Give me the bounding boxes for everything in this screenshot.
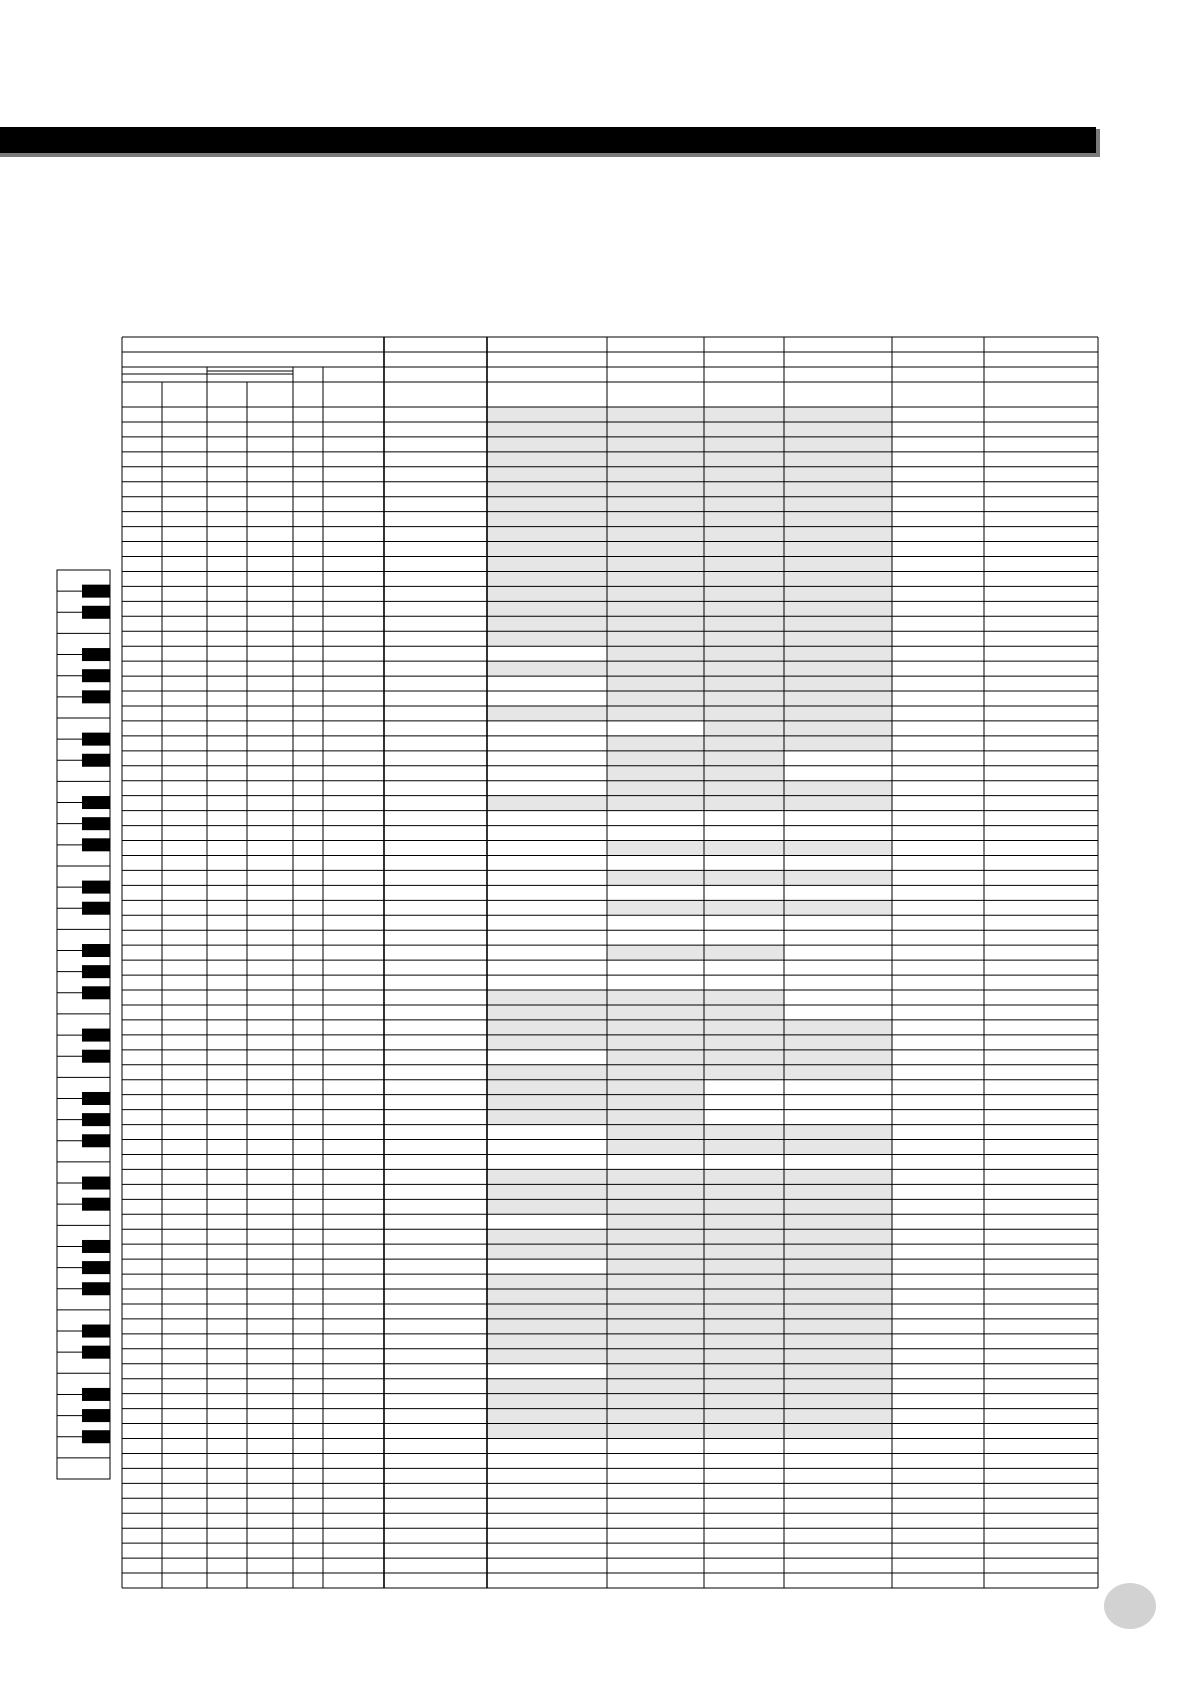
- shaded-cell: [607, 452, 704, 467]
- shaded-cell: [487, 616, 607, 631]
- black-key: [82, 796, 110, 809]
- shaded-cell: [704, 1409, 784, 1424]
- shaded-cell: [784, 1424, 892, 1439]
- shaded-cell: [704, 1379, 784, 1394]
- shaded-cell: [487, 1289, 607, 1304]
- black-key: [82, 606, 110, 619]
- shaded-cell: [784, 646, 892, 661]
- shaded-cell: [704, 616, 784, 631]
- shaded-cell: [607, 870, 704, 885]
- shaded-cell: [607, 1364, 704, 1379]
- shaded-cell: [487, 1334, 607, 1349]
- shaded-cell: [607, 1379, 704, 1394]
- shaded-cell: [607, 1065, 704, 1080]
- shaded-cell: [487, 1424, 607, 1439]
- shaded-cell: [704, 1050, 784, 1065]
- shaded-cell: [784, 1379, 892, 1394]
- shaded-cell: [487, 1409, 607, 1424]
- black-key: [82, 986, 110, 999]
- shaded-cell: [704, 527, 784, 542]
- shaded-cell: [784, 1020, 892, 1035]
- shaded-cell: [784, 706, 892, 721]
- shaded-cell: [704, 1274, 784, 1289]
- shaded-cell: [784, 1035, 892, 1050]
- shaded-cell: [784, 512, 892, 527]
- shaded-cell: [704, 1334, 784, 1349]
- shaded-cell: [784, 1125, 892, 1140]
- shaded-cell: [784, 1289, 892, 1304]
- black-key: [82, 585, 110, 598]
- shaded-cell: [784, 1169, 892, 1184]
- shaded-cell: [607, 556, 704, 571]
- shaded-cell: [607, 437, 704, 452]
- black-key: [82, 733, 110, 746]
- shaded-cell: [784, 691, 892, 706]
- black-key: [82, 881, 110, 894]
- shaded-cell: [704, 437, 784, 452]
- shaded-cell: [704, 1065, 784, 1080]
- shaded-cell: [607, 631, 704, 646]
- shaded-cell: [704, 1244, 784, 1259]
- shaded-cell: [784, 1409, 892, 1424]
- shaded-cell: [607, 646, 704, 661]
- shaded-cell: [784, 781, 892, 796]
- shaded-cell: [704, 1035, 784, 1050]
- shaded-cell: [704, 556, 784, 571]
- shaded-cell: [704, 766, 784, 781]
- shaded-cell: [607, 1095, 704, 1110]
- shaded-cell: [607, 482, 704, 497]
- shaded-cell: [607, 1319, 704, 1334]
- shaded-cell: [487, 527, 607, 542]
- shaded-cell: [704, 1184, 784, 1199]
- page-number-badge: [1104, 1583, 1156, 1629]
- shaded-cell: [487, 796, 607, 811]
- shaded-cell: [607, 527, 704, 542]
- shaded-cell: [784, 542, 892, 557]
- shaded-cell: [784, 556, 892, 571]
- shaded-cell: [784, 1199, 892, 1214]
- shaded-cell: [784, 1304, 892, 1319]
- shaded-cell: [607, 422, 704, 437]
- shaded-cell: [784, 1274, 892, 1289]
- shaded-cell: [784, 1334, 892, 1349]
- shaded-cell: [784, 482, 892, 497]
- shaded-cell: [704, 1304, 784, 1319]
- shaded-cell: [607, 1199, 704, 1214]
- shaded-cell: [487, 452, 607, 467]
- shaded-cell: [704, 1229, 784, 1244]
- black-key: [82, 648, 110, 661]
- shaded-cell: [607, 1035, 704, 1050]
- shaded-cell: [784, 736, 892, 751]
- shaded-cell: [487, 1005, 607, 1020]
- black-key: [82, 1261, 110, 1274]
- shaded-cell: [607, 841, 704, 856]
- shaded-cell: [607, 1244, 704, 1259]
- shaded-cell: [487, 1319, 607, 1334]
- shaded-cell: [704, 945, 784, 960]
- shaded-cell: [607, 796, 704, 811]
- shaded-cell: [487, 1349, 607, 1364]
- shaded-cell: [784, 527, 892, 542]
- shaded-cell: [704, 841, 784, 856]
- black-key: [82, 1134, 110, 1147]
- shaded-cell: [704, 1020, 784, 1035]
- shaded-cell: [784, 900, 892, 915]
- shaded-cell: [487, 1080, 607, 1095]
- shaded-cell: [704, 1259, 784, 1274]
- shaded-cell: [487, 556, 607, 571]
- shaded-cell: [784, 1184, 892, 1199]
- shaded-cell: [487, 1035, 607, 1050]
- black-key: [82, 1346, 110, 1359]
- shaded-cell: [487, 1244, 607, 1259]
- black-key: [82, 1409, 110, 1422]
- shaded-cell: [607, 781, 704, 796]
- shaded-cell: [607, 1214, 704, 1229]
- shaded-cell: [607, 1409, 704, 1424]
- shaded-cell: [487, 1394, 607, 1409]
- shaded-cell: [607, 601, 704, 616]
- shaded-cell: [784, 1349, 892, 1364]
- shaded-cell: [607, 571, 704, 586]
- shaded-cell: [487, 586, 607, 601]
- shaded-cell: [704, 1125, 784, 1140]
- shaded-cell: [607, 1229, 704, 1244]
- shaded-cell: [704, 586, 784, 601]
- shaded-cell: [704, 1349, 784, 1364]
- black-key: [82, 669, 110, 682]
- shaded-cell: [704, 1199, 784, 1214]
- black-key: [82, 1198, 110, 1211]
- black-key: [82, 1388, 110, 1401]
- shaded-cell: [487, 407, 607, 422]
- shaded-cell: [487, 571, 607, 586]
- black-key: [82, 1325, 110, 1338]
- black-key: [82, 1430, 110, 1443]
- black-key: [82, 1029, 110, 1042]
- shaded-cell: [487, 1379, 607, 1394]
- shaded-cell: [487, 1169, 607, 1184]
- shaded-cell: [704, 661, 784, 676]
- shaded-cell: [784, 452, 892, 467]
- shaded-cell: [607, 661, 704, 676]
- shaded-cell: [784, 1214, 892, 1229]
- shaded-cell: [607, 1169, 704, 1184]
- shaded-cell: [487, 990, 607, 1005]
- black-key: [82, 1240, 110, 1253]
- shaded-cell: [487, 1274, 607, 1289]
- shaded-cell: [784, 1394, 892, 1409]
- shaded-cell: [487, 601, 607, 616]
- shaded-cell: [704, 407, 784, 422]
- shaded-cell: [784, 1140, 892, 1155]
- shaded-cell: [607, 1259, 704, 1274]
- shaded-cell: [487, 512, 607, 527]
- shaded-cell: [704, 706, 784, 721]
- shaded-cell: [487, 467, 607, 482]
- shaded-cell: [704, 691, 784, 706]
- shaded-cell: [704, 512, 784, 527]
- shaded-cell: [607, 1020, 704, 1035]
- shaded-cell: [784, 721, 892, 736]
- shaded-cell: [607, 586, 704, 601]
- shaded-cell: [607, 766, 704, 781]
- shaded-cell: [704, 631, 784, 646]
- shaded-cell: [784, 467, 892, 482]
- shaded-cell: [704, 1319, 784, 1334]
- black-key: [82, 838, 110, 851]
- shaded-cell: [607, 751, 704, 766]
- shaded-cell: [487, 1065, 607, 1080]
- shaded-cell: [784, 437, 892, 452]
- shaded-cell: [607, 676, 704, 691]
- piano-keyboard: [57, 570, 110, 1479]
- shaded-cell: [607, 900, 704, 915]
- shaded-cell: [704, 781, 784, 796]
- shaded-cell: [704, 1424, 784, 1439]
- shaded-cell: [487, 422, 607, 437]
- shaded-cell: [704, 497, 784, 512]
- black-key: [82, 690, 110, 703]
- shaded-cell: [704, 422, 784, 437]
- shaded-cell: [607, 706, 704, 721]
- shaded-cell: [704, 736, 784, 751]
- shaded-cell: [487, 482, 607, 497]
- shaded-cell: [607, 945, 704, 960]
- shaded-cell: [607, 497, 704, 512]
- shaded-cell: [784, 661, 892, 676]
- black-key: [82, 1050, 110, 1063]
- shaded-cell: [607, 990, 704, 1005]
- shaded-cell: [704, 990, 784, 1005]
- shaded-cell: [704, 542, 784, 557]
- shaded-cell: [487, 437, 607, 452]
- shaded-cell: [607, 407, 704, 422]
- shaded-cell: [487, 631, 607, 646]
- shaded-cell: [784, 1050, 892, 1065]
- shaded-cell: [784, 586, 892, 601]
- shaded-cell: [607, 1140, 704, 1155]
- shaded-cell: [704, 751, 784, 766]
- shaded-cell: [487, 1229, 607, 1244]
- shaded-cell: [607, 467, 704, 482]
- shaded-cell: [607, 1349, 704, 1364]
- shaded-cell: [784, 407, 892, 422]
- shaded-cell: [784, 870, 892, 885]
- shaded-cell: [704, 796, 784, 811]
- shaded-cell: [704, 467, 784, 482]
- shaded-cell: [607, 542, 704, 557]
- shaded-cell: [784, 631, 892, 646]
- shaded-cell: [607, 1005, 704, 1020]
- shaded-cell: [784, 796, 892, 811]
- shaded-cell: [784, 1065, 892, 1080]
- shaded-cell: [487, 1184, 607, 1199]
- black-key: [82, 902, 110, 915]
- shaded-cell: [607, 1424, 704, 1439]
- shaded-cell: [607, 1289, 704, 1304]
- shaded-cell: [704, 721, 784, 736]
- shaded-cell: [704, 1005, 784, 1020]
- shaded-cell: [607, 616, 704, 631]
- shaded-cell: [607, 1274, 704, 1289]
- shaded-cell: [704, 571, 784, 586]
- black-key: [82, 817, 110, 830]
- shaded-cell: [607, 1050, 704, 1065]
- shaded-cell: [704, 1140, 784, 1155]
- shaded-cell: [704, 452, 784, 467]
- shaded-cell: [704, 900, 784, 915]
- black-key: [82, 1113, 110, 1126]
- shaded-cell: [784, 601, 892, 616]
- shaded-cell: [607, 1184, 704, 1199]
- shaded-cell: [704, 601, 784, 616]
- shaded-cell: [704, 1169, 784, 1184]
- shaded-cell: [784, 1259, 892, 1274]
- shaded-cell: [704, 1214, 784, 1229]
- shaded-cell: [607, 512, 704, 527]
- black-key: [82, 754, 110, 767]
- black-key: [82, 944, 110, 957]
- shaded-cell: [704, 1364, 784, 1379]
- shaded-cell: [487, 1020, 607, 1035]
- shaded-cell: [607, 1080, 704, 1095]
- shaded-cell: [784, 497, 892, 512]
- shaded-cell: [607, 1125, 704, 1140]
- black-key: [82, 965, 110, 978]
- shaded-cell: [487, 706, 607, 721]
- shaded-cell: [607, 1394, 704, 1409]
- shaded-cell: [784, 1244, 892, 1259]
- shaded-cell: [784, 571, 892, 586]
- shaded-cell: [704, 482, 784, 497]
- shaded-cell: [607, 1110, 704, 1125]
- shaded-cell: [607, 691, 704, 706]
- shaded-cell: [487, 661, 607, 676]
- black-key: [82, 1092, 110, 1105]
- shaded-cell: [784, 1364, 892, 1379]
- shaded-cell: [704, 870, 784, 885]
- shaded-cell: [784, 841, 892, 856]
- shaded-cell: [607, 736, 704, 751]
- shaded-cell: [704, 646, 784, 661]
- shaded-cell: [487, 1199, 607, 1214]
- shaded-cell: [487, 542, 607, 557]
- shaded-cell: [784, 616, 892, 631]
- shaded-cell: [607, 1304, 704, 1319]
- shaded-cell: [607, 1334, 704, 1349]
- shaded-cell: [487, 1304, 607, 1319]
- shaded-cell: [704, 1394, 784, 1409]
- shaded-cell: [487, 1110, 607, 1125]
- shaded-cell: [487, 1095, 607, 1110]
- shaded-cell: [704, 1289, 784, 1304]
- black-key: [82, 1177, 110, 1190]
- shaded-cell: [487, 497, 607, 512]
- black-key: [82, 1282, 110, 1295]
- shaded-cell: [784, 1229, 892, 1244]
- shaded-cell: [784, 676, 892, 691]
- shaded-cell: [784, 422, 892, 437]
- shaded-cell: [784, 1319, 892, 1334]
- shaded-cell: [704, 676, 784, 691]
